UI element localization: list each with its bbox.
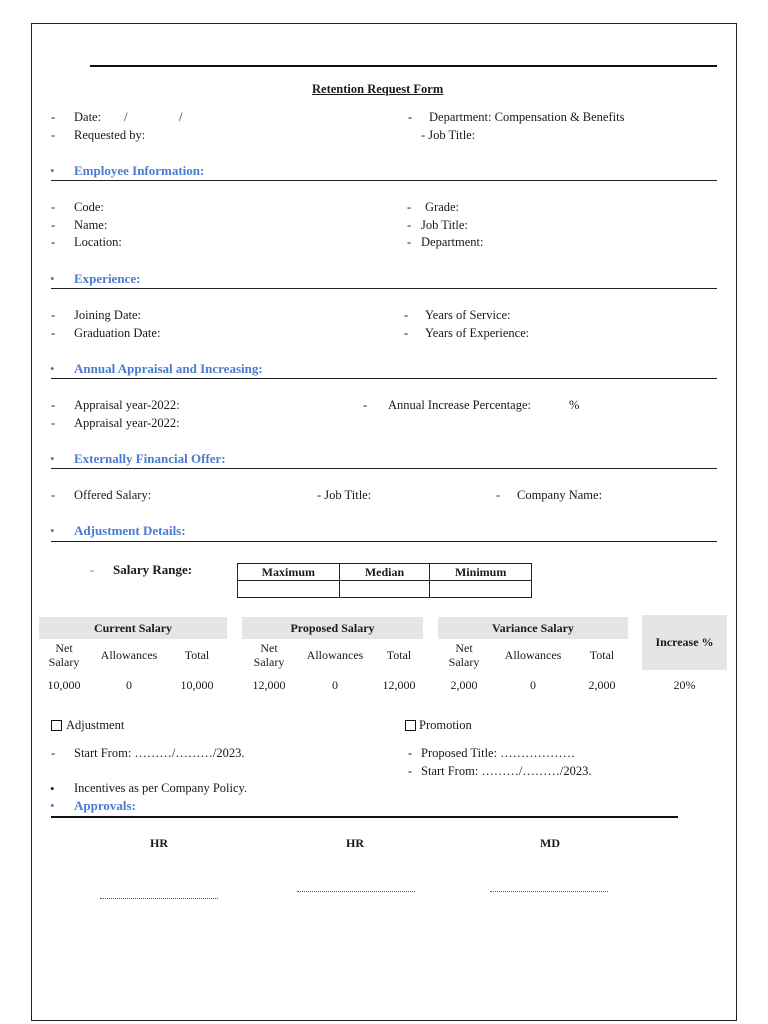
dash: - [363, 398, 368, 412]
dash: - [51, 398, 56, 412]
dash: - [404, 326, 409, 340]
bullet-icon: • [50, 781, 55, 796]
current-salary-header: Current Salary [39, 617, 227, 639]
percent-sign: % [569, 398, 580, 412]
dash: - [404, 308, 409, 322]
section-employee-information: Employee Information: [74, 163, 205, 178]
department-label: Department: Compensation & Benefits [429, 110, 625, 124]
dash: - [408, 110, 413, 124]
increase-percent-value: 20% [673, 678, 696, 692]
variance-total: 2,000 [588, 678, 616, 692]
proposed-title-label: Proposed Title: ……………… [421, 746, 576, 760]
job-title-label: - Job Title: [317, 488, 372, 502]
promotion-checkbox[interactable] [405, 720, 416, 731]
range-header-maximum: Maximum [238, 564, 340, 581]
form-title: Retention Request Form [312, 82, 444, 96]
adjustment-checkbox[interactable] [51, 720, 62, 731]
proposed-total: 12,000 [382, 678, 416, 692]
signature-line-md[interactable] [490, 891, 608, 892]
name-label: Name: [74, 218, 108, 232]
promotion-label: Promotion [419, 718, 472, 732]
net-salary-subheader: Net Salary [448, 641, 480, 669]
bullet-icon: • [50, 361, 55, 376]
joining-date-label: Joining Date: [74, 308, 142, 322]
proposed-allowances: 0 [332, 678, 338, 692]
variance-salary-header: Variance Salary [438, 617, 628, 639]
section-rule [51, 541, 717, 542]
section-experience: Experience: [74, 271, 141, 286]
current-net-salary: 10,000 [47, 678, 81, 692]
department-label: Department: [421, 235, 484, 249]
approvals-rule [51, 816, 678, 818]
appraisal-year-label: Appraisal year-2022: [74, 416, 180, 430]
incentives-note: Incentives as per Company Policy. [74, 781, 248, 795]
section-approvals: Approvals: [74, 798, 136, 813]
range-cell-maximum[interactable] [238, 581, 340, 598]
date-sep: / [179, 110, 183, 124]
total-subheader: Total [184, 648, 210, 662]
appraisal-year-label: Appraisal year-2022: [74, 398, 180, 412]
dash: - [408, 764, 413, 778]
dash: - [51, 235, 56, 249]
net-salary-subheader: Net Salary [253, 641, 285, 669]
dash: - [408, 746, 413, 760]
salary-range-label: Salary Range: [113, 562, 193, 577]
dash: - [51, 308, 56, 322]
approval-md: MD [540, 836, 560, 850]
total-subheader: Total [589, 648, 615, 662]
section-adjustment-details: Adjustment Details: [74, 523, 186, 538]
range-header-minimum: Minimum [430, 564, 532, 581]
range-header-median: Median [339, 564, 430, 581]
section-external-offer: Externally Financial Offer: [74, 451, 226, 466]
dash: - [51, 128, 56, 142]
allowances-subheader: Allowances [100, 648, 158, 662]
company-name-label: Company Name: [517, 488, 603, 502]
dash: - [51, 110, 56, 124]
graduation-date-label: Graduation Date: [74, 326, 161, 340]
section-rule [51, 378, 717, 379]
dash: - [407, 218, 412, 232]
variance-net-salary: 2,000 [450, 678, 478, 692]
dash: - [407, 200, 412, 214]
section-appraisal: Annual Appraisal and Increasing: [74, 361, 263, 376]
dash: - [51, 326, 56, 340]
dash: - [51, 488, 56, 502]
dash: - [407, 235, 412, 249]
bullet-icon: • [50, 798, 55, 813]
allowances-subheader: Allowances [504, 648, 562, 662]
approval-hr-2: HR [346, 836, 364, 850]
section-rule [51, 468, 717, 469]
years-of-experience-label: Years of Experience: [425, 326, 530, 340]
section-rule [51, 180, 717, 181]
bullet-icon: • [50, 271, 55, 286]
location-label: Location: [74, 235, 122, 249]
total-subheader: Total [386, 648, 412, 662]
signature-line-hr-1[interactable] [100, 898, 218, 899]
bullet-icon: • [50, 163, 55, 178]
approval-hr-1: HR [150, 836, 168, 850]
proposed-net-salary: 12,000 [252, 678, 286, 692]
signature-line-hr-2[interactable] [297, 891, 415, 892]
bullet-icon: • [50, 523, 55, 538]
start-from-label: Start From: ………/………/2023. [74, 746, 245, 760]
annual-increase-label: Annual Increase Percentage: [388, 398, 531, 412]
dash: - [51, 746, 56, 760]
dash: - [51, 200, 56, 214]
grade-label: Grade: [425, 200, 460, 214]
years-of-service-label: Years of Service: [425, 308, 511, 322]
adjustment-label: Adjustment [66, 718, 125, 732]
requested-by-label: Requested by: [74, 128, 146, 142]
bullet-icon: • [50, 451, 55, 466]
date-sep: / [124, 110, 128, 124]
dash: - [496, 488, 501, 502]
dash: - [51, 416, 56, 430]
start-from-label: Start From: ………/………/2023. [421, 764, 592, 778]
offered-salary-label: Offered Salary: [74, 488, 152, 502]
current-total: 10,000 [180, 678, 214, 692]
allowances-subheader: Allowances [306, 648, 364, 662]
net-salary-subheader: Net Salary [48, 641, 80, 669]
section-rule [51, 288, 717, 289]
range-cell-minimum[interactable] [430, 581, 532, 598]
code-label: Code: [74, 200, 104, 214]
dash: - [51, 218, 56, 232]
job-title-label: Job Title: [421, 218, 468, 232]
range-cell-median[interactable] [339, 581, 430, 598]
job-title-label: - Job Title: [421, 128, 476, 142]
top-rule [90, 65, 717, 67]
dash: - [90, 562, 95, 577]
proposed-salary-header: Proposed Salary [242, 617, 423, 639]
date-label: Date: [74, 110, 102, 124]
salary-range-table [237, 563, 532, 598]
variance-allowances: 0 [530, 678, 536, 692]
increase-percent-header: Increase % [642, 615, 727, 670]
current-allowances: 0 [126, 678, 132, 692]
